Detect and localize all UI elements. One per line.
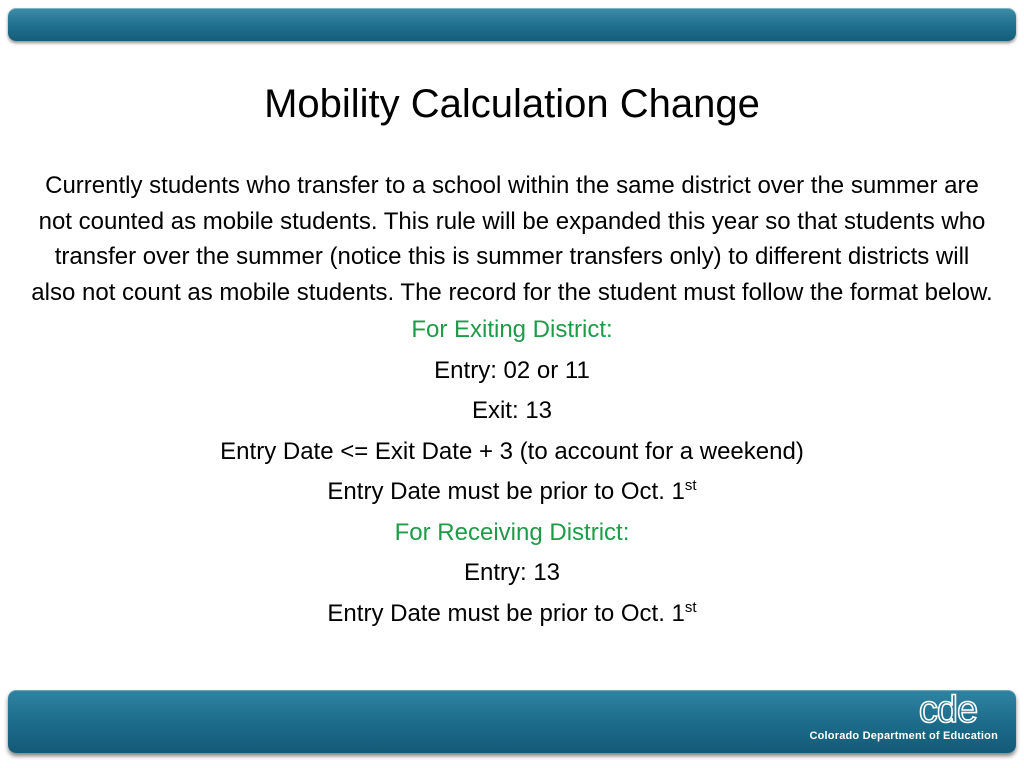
cde-logo [778, 690, 998, 753]
exiting-district-heading: For Exiting District: [411, 316, 613, 343]
receiving-prior-text: Entry Date must be prior to Oct. 1 [327, 599, 685, 627]
receiving-entry-code: Entry: 13 [463, 559, 561, 586]
slide-title: Mobility Calculation Change [264, 81, 760, 126]
exiting-exit-code: Exit: 13 [471, 397, 553, 424]
intro-paragraph: Currently students who transfer to a school within the same district over the summer are not counted as mobile students. This rule will be expanded this year so that students who transfer over the summer (notice this is summer transfers only) to different districts will also not count as mobile students. The record for the student must follow the format below. [31, 172, 993, 306]
footer-bar [8, 690, 1016, 753]
receiving-prior-superscript: st [684, 598, 697, 616]
cde-wordmark: cde [918, 692, 978, 728]
cde-logo-caption: Colorado Department of Education [809, 730, 998, 742]
cde-logo-mark [902, 692, 994, 728]
header-bar [8, 8, 1016, 41]
receiving-district-heading: For Receiving District: [394, 518, 630, 546]
slide-body [30, 168, 994, 634]
exiting-date-rule: Entry Date <= Exit Date + 3 (to account for a weekend) [220, 437, 804, 465]
exiting-prior-date-rule [30, 472, 994, 513]
exiting-prior-text: Entry Date must be prior to Oct. 1 [327, 478, 685, 505]
exiting-entry-code: Entry: 02 or 11 [434, 356, 590, 384]
receiving-prior-date-rule [30, 594, 994, 635]
exiting-prior-superscript: st [684, 477, 697, 494]
